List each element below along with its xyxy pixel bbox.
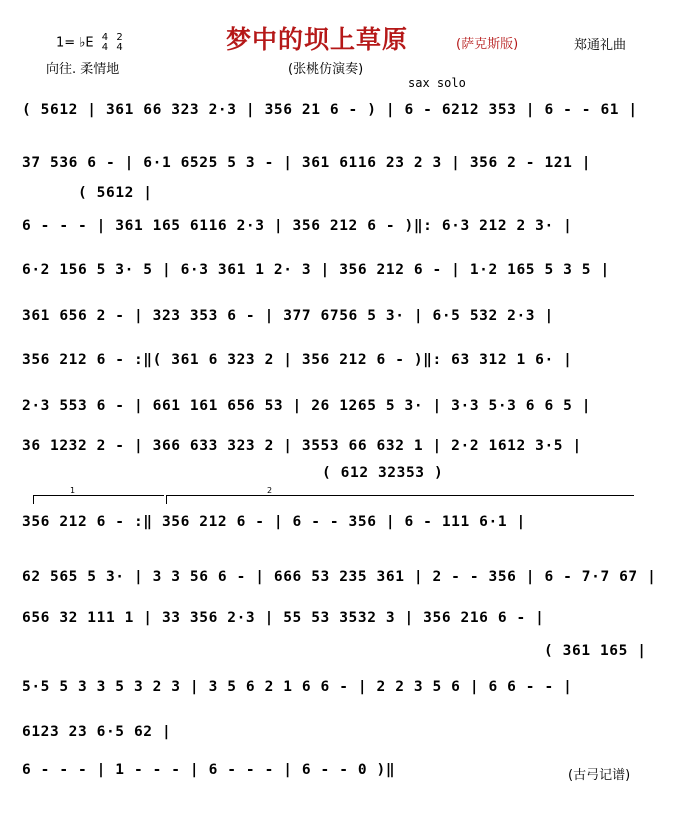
score-row-2: 37 536 6 - | 6·1 6525 5 3 - | 361 6116 23 2 3 | 356 2 - 121 |: [22, 155, 592, 171]
volta-2-label: 2: [267, 486, 273, 495]
score-row-11: 656 32 111 1 | 33 356 2·3 | 55 53 3532 3 | 356 216 6 - |: [22, 610, 545, 626]
score-row-2-sub: ( 5612 |: [78, 185, 153, 201]
sax-solo-marking: sax solo: [408, 76, 466, 90]
transcriber-credit: (古弓记谱): [568, 768, 631, 783]
volta-bracket-1: [33, 486, 164, 504]
score-row-3: 6 - - - | 361 165 6116 2·3 | 356 212 6 - )‖: 6·3 212 2 3· |: [22, 218, 573, 234]
key-label: 1= ♭E: [56, 35, 94, 51]
time-sig-1-top: 4: [101, 32, 109, 43]
time-sig-2-bottom: 4: [116, 42, 123, 53]
score-row-9: 356 212 6 - :‖ 356 212 6 - | 6 - - 356 | 6 - 111 6·1 |: [22, 514, 526, 530]
score-row-6: 356 212 6 - :‖( 361 6 323 2 | 356 212 6 - )‖: 63 312 1 6· |: [22, 352, 573, 368]
key-signature: [56, 33, 123, 53]
score-row-10: 62 565 5 3· | 3 3 56 6 - | 666 53 235 361 | 2 - - 356 | 6 - 7·7 67 |: [22, 569, 657, 585]
score-row-4: 6·2 156 5 3· 5 | 6·3 361 1 2· 3 | 356 212 6 - | 1·2 165 5 3 5 |: [22, 262, 610, 278]
version-label: (萨克斯版): [456, 37, 519, 52]
score-row-8: 36 1232 2 - | 366 633 323 2 | 3553 66 632 1 | 2·2 1612 3·5 |: [22, 438, 582, 454]
score-row-1: ( 5612 | 361 66 323 2·3 | 356 21 6 - ) | 6 - 6212 353 | 6 - - 61 |: [22, 102, 638, 118]
score-row-12: 5·5 5 3 3 5 3 2 3 | 3 5 6 2 1 6 6 - | 2 2 3 5 6 | 6 6 - - |: [22, 679, 573, 695]
score-row-7: 2·3 553 6 - | 661 161 656 53 | 26 1265 5 3· | 3·3 5·3 6 6 5 |: [22, 398, 592, 414]
score-row-11-sub: ( 361 165 |: [544, 643, 647, 659]
volta-1-label: 1: [70, 486, 76, 495]
volta-bracket-2: [166, 486, 634, 504]
score-row-14: 6 - - - | 1 - - - | 6 - - - | 6 - - 0 )‖: [22, 762, 396, 778]
score-row-13: 6123 23 6·5 62 |: [22, 724, 172, 740]
performer-label: (张桃仿演奏): [288, 62, 364, 77]
time-signature-1: [102, 33, 108, 53]
time-sig-2-top: 2: [116, 32, 123, 43]
composer-label: 郑通礼曲: [574, 38, 627, 53]
score-row-8-sub: ( 612 32353 ): [322, 465, 444, 481]
song-title: 梦中的坝上草原: [226, 25, 409, 54]
score-row-5: 361 656 2 - | 323 353 6 - | 377 6756 5 3· | 6·5 532 2·3 |: [22, 308, 554, 324]
time-signature-2: [116, 33, 122, 53]
style-marking: 向往. 柔情地: [46, 62, 120, 77]
time-sig-1-bottom: 4: [101, 42, 109, 53]
